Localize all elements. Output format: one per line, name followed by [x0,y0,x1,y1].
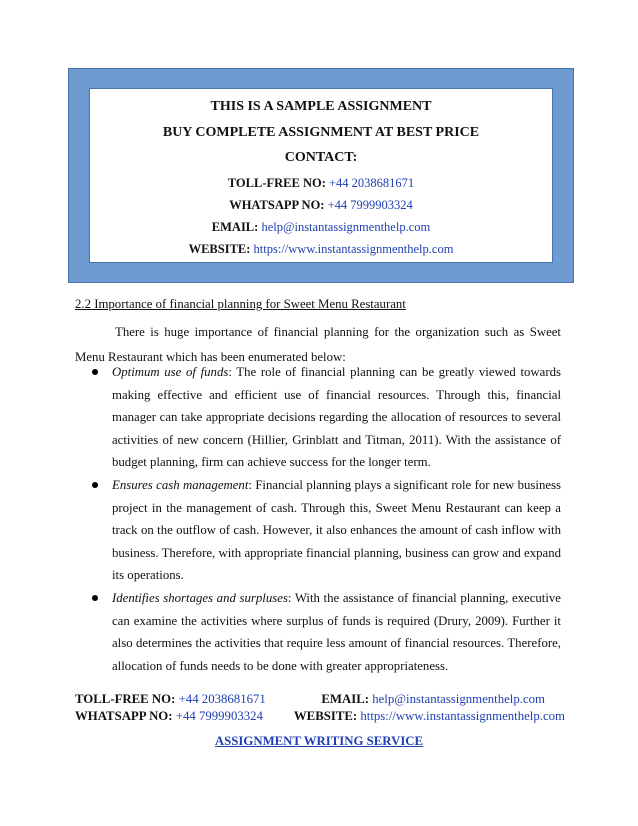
banner-tollfree-link[interactable]: +44 2038681671 [328,176,415,190]
list-item [92,587,561,677]
banner-website-label: WEBSITE: [188,242,251,256]
footer-row [75,708,565,725]
banner-email-label: EMAIL: [211,220,259,234]
promo-banner-panel [89,88,553,263]
footer-website-link[interactable]: https://www.instantassignmenthelp.com [360,709,565,723]
bullet-title: Ensures cash management [112,477,249,492]
footer-email-link[interactable]: help@instantassignmenthelp.com [372,692,545,706]
footer-tollfree [75,691,266,707]
banner-headline: THIS IS A SAMPLE ASSIGNMENT [210,99,432,114]
footer-website [294,708,565,724]
footer-whatsapp-link[interactable]: +44 7999903324 [175,709,263,723]
banner-subheadline: BUY COMPLETE ASSIGNMENT AT BEST PRICE [162,125,480,140]
list-item [92,474,561,587]
footer-tollfree-link[interactable]: +44 2038681671 [178,692,266,706]
banner-tollfree [90,176,552,191]
footer-row [75,691,565,708]
bullet-text: : Financial planning plays a significant role for new business project in the management of cash. Through this, Sweet Menu Restaurant can keep a track on the outflow of cash. However, it also enhances the amount of cash inflow with business. Therefore, with appropriate financial planning, business can grow and expand its operations. [112,477,561,583]
banner-whatsapp-label: WHATSAPP NO: [229,198,325,212]
service-link[interactable]: ASSIGNMENT WRITING SERVICE [214,734,424,748]
footer-email-label: EMAIL: [321,692,369,706]
bullet-list [92,361,561,677]
banner-whatsapp-link[interactable]: +44 7999903324 [327,198,413,212]
banner-email-link[interactable]: help@instantassignmenthelp.com [261,220,431,234]
bullet-title: Optimum use of funds [112,365,229,379]
promo-banner [68,68,574,283]
section-title: 2.2 Importance of financial planning for Sweet Menu Restaurant [75,297,406,311]
banner-whatsapp [90,198,552,213]
footer-whatsapp [75,708,263,724]
page-footer [75,691,565,725]
bullet-icon [92,369,98,375]
banner-website [90,242,552,257]
bullet-icon [92,595,98,601]
bullet-icon [92,482,98,488]
banner-website-link[interactable]: https://www.instantassignmenthelp.com [253,242,454,256]
footer-email [321,691,545,707]
banner-email [90,220,552,235]
bullet-title: Identifies shortages and surpluses [112,590,288,605]
footer-website-label: WEBSITE: [293,709,358,723]
bullet-text: : The role of financial planning can be greatly viewed towards making effective and efficient use of financial resources. Through this, financial manager can take appropriate decisions regarding the allocation of resources to several activities of new concern (Hillier, Grinblatt and Titman, 2011). With the assistance of budget planning, firm can achieve success for the longer term. [112,365,561,470]
footer-whatsapp-label: WHATSAPP NO: [75,709,173,723]
list-item [92,361,561,474]
footer-tollfree-label: TOLL-FREE NO: [75,692,176,706]
bullet-text: : With the assistance of financial planning, executive can examine the activities where surplus of funds is required (Drury, 2009). Further it also determines the activities that require less amount of financial resources. Therefore, allocation of funds needs to be done with greater appropriateness. [112,590,561,673]
banner-contact-heading: CONTACT: [284,150,358,165]
intro-text: There is huge importance of financial planning for the organization such as Sweet Menu Restaurant which has been enumerated below: [75,325,561,364]
banner-tollfree-label: TOLL-FREE NO: [227,176,326,190]
